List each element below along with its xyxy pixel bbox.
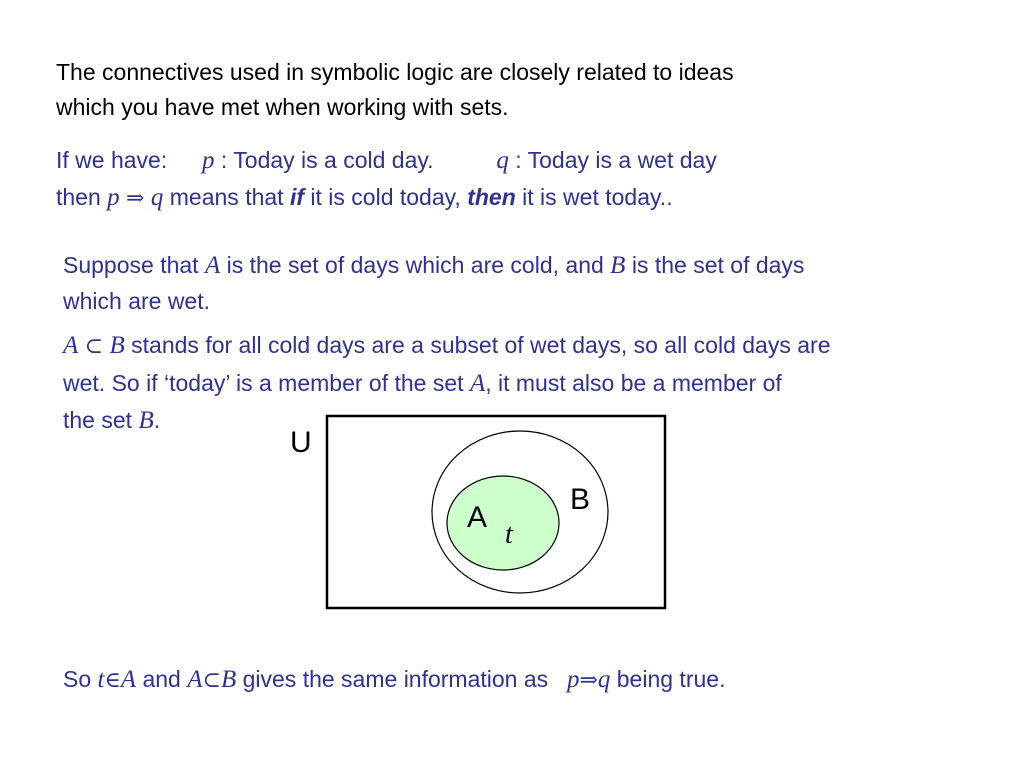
subset-text-2a: wet. So if ‘today’ is a member of the set [63,370,464,396]
set-a-circle [447,476,559,570]
conclusion-p: p [566,666,580,693]
example-prefix: If we have: [56,147,168,173]
conclusion-mid: gives the same information as [242,666,549,692]
set-a-label: A [467,501,488,534]
set-a-symbol: A [204,252,221,279]
conclusion-so: So [63,666,92,692]
subset-text-1: stands for all cold days are a subset of wet days, so all cold days are [131,332,831,358]
q-statement: Today is a wet day [527,147,717,173]
mid-text: it is cold today, [310,184,461,210]
conclusion-b: B [220,666,237,693]
p-symbol: p [202,147,215,174]
intro-line-2: which you have met when working with sets. [56,94,509,120]
subset-a-2: A [469,370,486,397]
set-b-label: B [570,483,591,516]
intro-line-1: The connectives used in symbolic logic are closely related to ideas [56,59,734,85]
element-t-label: t [505,519,513,550]
then-word: then [56,184,101,210]
p-colon: : [220,147,228,173]
conclusion-t: t [97,666,105,693]
universe-label: U [290,426,312,459]
q-symbol: q [496,147,509,174]
q-colon: : [515,147,522,173]
conclusion-q: q [597,666,611,693]
conclusion-implies: ⇒ [579,668,598,693]
conclusion-end: being true. [616,666,726,692]
element-of-symbol: ∈ [104,668,121,693]
subset-text-3b: . [153,407,161,433]
suppose-line-2: which are wet. [63,288,211,314]
conclusion-a: A [120,666,137,693]
conclusion-line [63,665,725,695]
means-text: means that [169,184,284,210]
p-statement: Today is a cold day. [233,147,434,173]
end-text: it is wet today.. [522,184,673,210]
subset-b-2: B [138,407,154,434]
suppose-text-2: is the set of days which are cold, and [226,252,604,278]
subset-text-2b: , it must also be a member of [485,370,782,396]
if-keyword: if [289,184,305,210]
conclusion-and: and [142,666,181,692]
suppose-text-3: is the set of days [631,252,805,278]
subset-symbol: ⊂ [84,334,104,359]
conclusion-subset-symbol: ⊂ [202,668,221,693]
p-symbol-2: p [107,184,120,211]
then-keyword: then [467,184,516,210]
subset-b: B [109,332,125,359]
subset-a: A [63,332,79,359]
q-symbol-2: q [150,184,164,211]
set-b-symbol: B [610,252,626,279]
implies-symbol: ⇒ [126,186,145,211]
suppose-text-1: Suppose that [63,252,199,278]
subset-text-3a: the set [63,407,133,433]
conclusion-a-2: A [187,666,203,693]
